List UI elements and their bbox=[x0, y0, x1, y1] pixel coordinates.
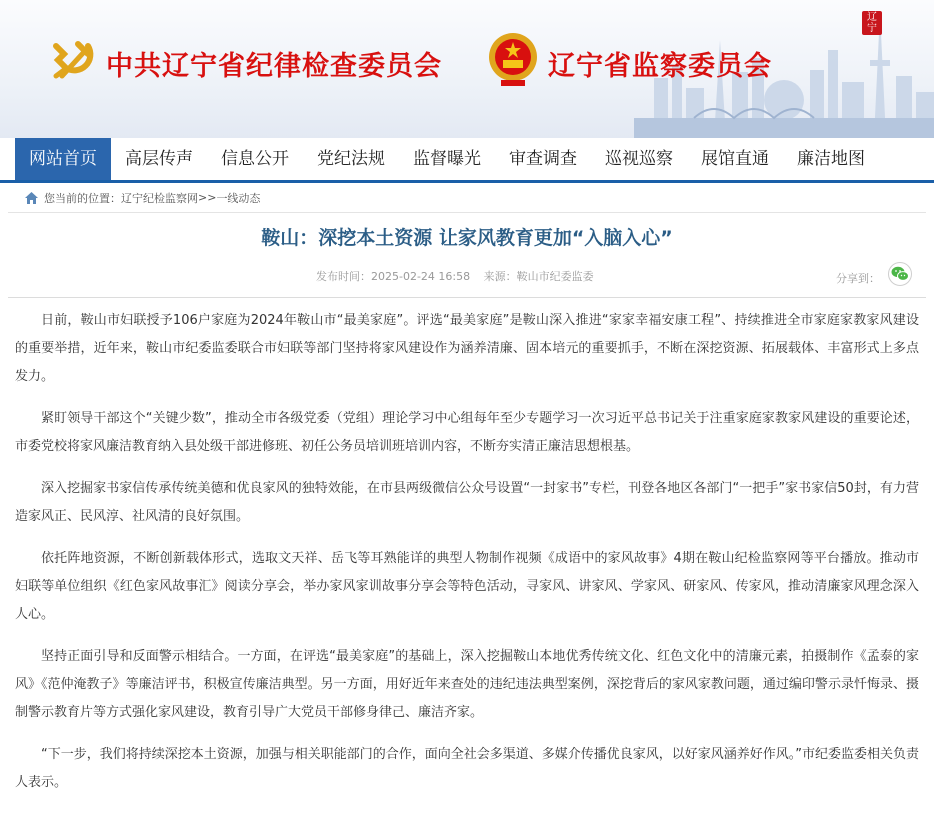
article-paragraph: 依托阵地资源，不断创新载体形式，选取文天祥、岳飞等耳熟能详的典型人物制作视频《成语中的家风故事》4期在鞍山纪检监察网等平台播放。推动市妇联等单位组织《红色家风故事汇》阅读分享会，举办家风家训故事分享会等特色活动，寻家风、讲家风、学家风、研家风、传家风，推动清廉家风理念深入人心。 bbox=[15, 551, 919, 622]
article-meta bbox=[8, 256, 926, 298]
article-info bbox=[316, 268, 604, 284]
share-label: 分享到： bbox=[836, 272, 880, 285]
article-source: 来源：鞍山市纪委监委 bbox=[483, 270, 594, 283]
article-paragraph: 紧盯领导干部这个“关键少数”，推动全市各级党委（党组）理论学习中心组每年至少专题学习一次习近平总书记关于注重家庭家教家风建设的重要论述，市委党校将家风廉洁教育纳入县处级干部进修班、初任公务员培训班培训内容，不断夯实清正廉洁思想根基。 bbox=[15, 411, 919, 454]
main-nav bbox=[0, 138, 934, 183]
nav-inspection[interactable]: 巡视巡察 bbox=[605, 149, 673, 169]
nav-info-disclosure[interactable]: 信息公开 bbox=[221, 149, 289, 169]
nav-integrity-map[interactable]: 廉洁地图 bbox=[797, 149, 865, 169]
article-paragraph: 深入挖掘家书家信传承传统美德和优良家风的独特效能，在市县两级微信公众号设置“一封家书”专栏，刊登各地区各部门“一把手”家书家信50封，有力营造家风正、民风淳、社风清的良好氛围。 bbox=[15, 481, 919, 524]
nav-party-regulations[interactable]: 党纪法规 bbox=[317, 149, 385, 169]
article-paragraph: 坚持正面引导和反面警示相结合。一方面，在评选“最美家庭”的基础上，深入挖掘鞍山本地优秀传统文化、红色文化中的清廉元素，拍摄制作《孟泰的家风》《范仲淹教子》等廉洁评书，积极宣传廉洁典型。另一方面，用好近年来查处的违纪违法典型案例，深挖背后的家风家教问题，通过编印警示录忏悔录、摄制警示教育片等方式强化家风建设，教育引导广大党员干部修身律己、廉洁齐家。 bbox=[15, 649, 919, 720]
article-title: 鞍山：深挖本土资源 让家风教育更加“入脑入心” bbox=[261, 227, 673, 249]
header-banner bbox=[0, 0, 934, 138]
red-seal-logo: 辽 宁 bbox=[862, 11, 882, 35]
article-body bbox=[15, 307, 919, 797]
org-title-discipline: 中共辽宁省纪律检查委员会 bbox=[106, 51, 442, 82]
article-paragraph: 日前，鞍山市妇联授予106户家庭为2024年鞍山市“最美家庭”。评选“最美家庭”是鞍山深入推进“家家幸福安康工程”、持续推进全市家庭家教家风建设的重要举措，近年来，鞍山市纪委监委联合市妇联等部门坚持将家风建设作为涵养清廉、固本培元的重要抓手，不断在深挖资源、拓展载体、丰富形式上多点发力。 bbox=[15, 313, 919, 384]
org-title-supervision: 辽宁省监察委员会 bbox=[548, 51, 772, 82]
nav-home[interactable]: 网站首页 bbox=[15, 138, 111, 180]
article-paragraph: “下一步，我们将持续深挖本土资源，加强与相关职能部门的合作，面向全社会多渠道、多媒介传播优良家风，以好家风涵养好作风。”市纪委监委相关负责人表示。 bbox=[15, 747, 919, 790]
nav-leadership-voice[interactable]: 高层传声 bbox=[125, 149, 193, 169]
nav-supervision-exposure[interactable]: 监督曝光 bbox=[413, 149, 481, 169]
breadcrumb-section-link[interactable]: 一线动态 bbox=[216, 191, 261, 205]
party-emblem-icon bbox=[48, 36, 96, 84]
nav-investigation[interactable]: 审查调查 bbox=[509, 149, 577, 169]
home-icon bbox=[25, 192, 38, 204]
breadcrumb-prefix: 您当前的位置： bbox=[44, 191, 121, 205]
wechat-share-button[interactable] bbox=[888, 262, 912, 286]
breadcrumb-separator: >> bbox=[198, 191, 217, 204]
nav-exhibition[interactable]: 展馆直通 bbox=[701, 149, 769, 169]
national-emblem-icon bbox=[487, 30, 539, 88]
breadcrumb bbox=[8, 183, 926, 213]
breadcrumb-site-link[interactable]: 辽宁纪检监察网 bbox=[121, 191, 198, 205]
publish-time: 发布时间：2025-02-24 16:58 bbox=[316, 270, 471, 283]
wechat-icon bbox=[891, 266, 909, 282]
